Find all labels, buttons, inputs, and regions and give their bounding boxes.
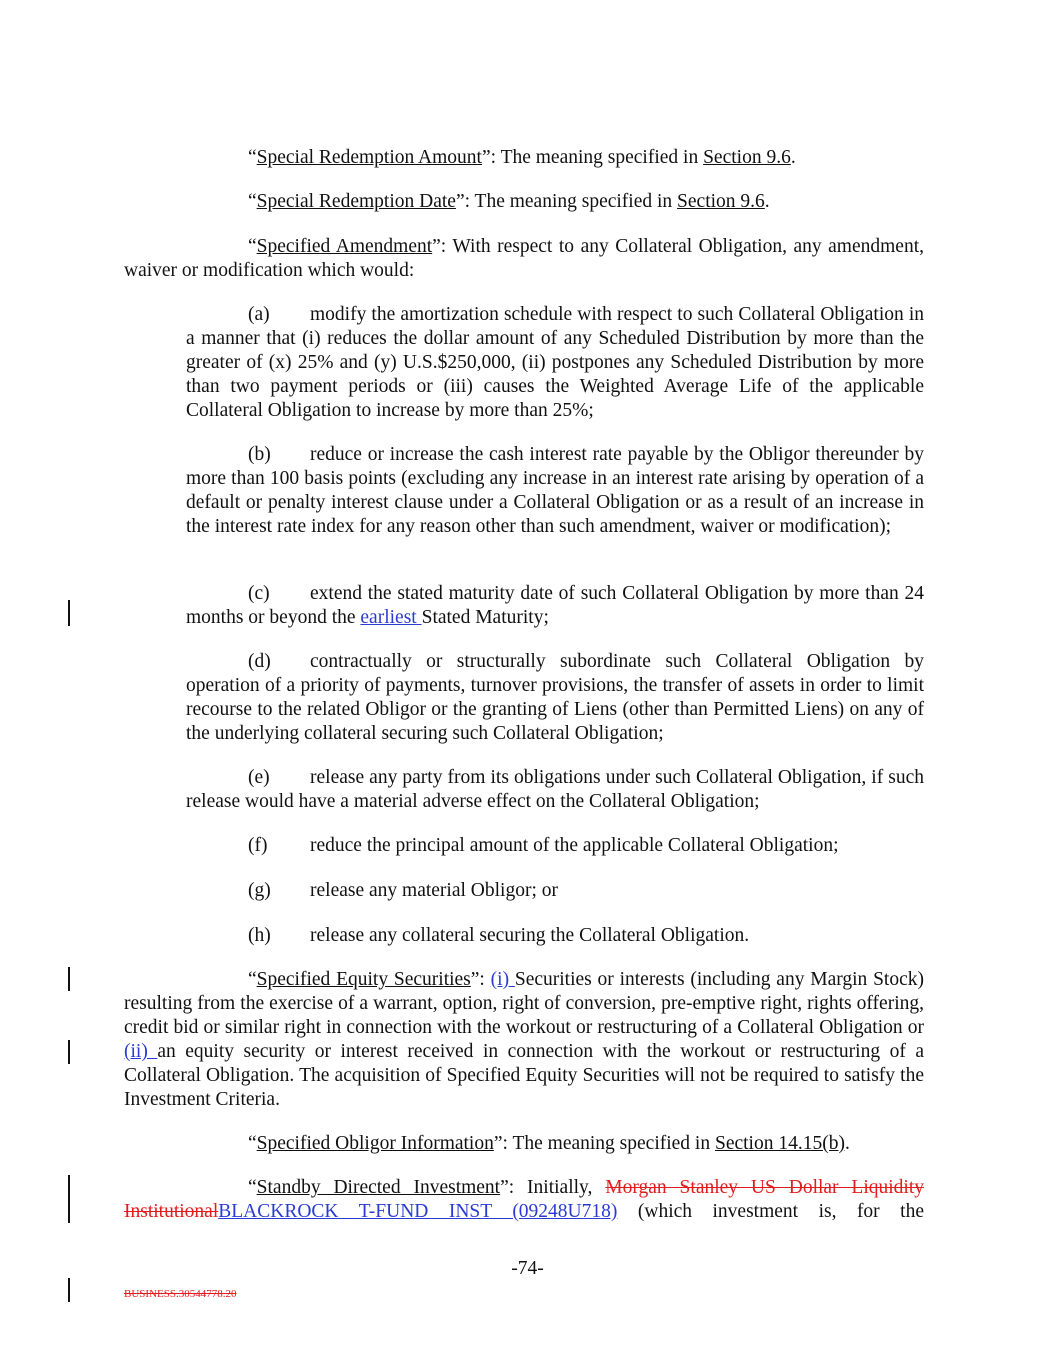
definition-specified-obligor-information [124, 1132, 924, 1156]
clause-label: (c) [248, 583, 270, 604]
definition-special-redemption-date [124, 190, 924, 214]
clause-f [186, 834, 924, 858]
clause-a [186, 303, 924, 423]
open-quote: “ [248, 147, 257, 168]
section-reference-link[interactable]: Section 14.15(b) [714, 1133, 845, 1154]
clause-label: (d) [248, 651, 271, 672]
definition-text: Securities or interests (including any Margin Stock) resulting from the exercise of a warrant, option, right of conversion, pre-emptive right, rights offering, credit bid or similar right in connection with the workout or restructuring of a Collateral Obligation or [124, 969, 924, 1038]
footer-document-id: BUSINESS.30544778.20 [124, 1288, 237, 1300]
definition-text: an equity security or interest received in connection with the workout or restructuring of a Collateral Obligation. The acquisition of Specified Equity Securities will not be required to satisfy the Investment Criteria. [124, 1041, 924, 1110]
clause-text: release any party from its obligations under such Collateral Obligation, if such release would have a material adverse effect on the Collateral Obligation; [186, 767, 924, 812]
clause-text: reduce or increase the cash interest rate payable by the Obligor thereunder by more than 100 basis points (excluding any increase in an interest rate arising by operation of a default or penalty interest clause under a Collateral Obligation or as a result of an increase in the interest rate index for any reason other than such amendment, waiver or modification); [186, 444, 924, 537]
clause-d [186, 650, 924, 746]
change-bar [68, 1040, 70, 1064]
period: . [844, 1133, 850, 1154]
page-number: -74- [511, 1258, 544, 1279]
period: . [790, 147, 796, 168]
definition-special-redemption-amount [124, 146, 924, 170]
definition-text: ”: The meaning specified in [481, 147, 704, 168]
defined-term: Standby Directed Investment [256, 1177, 501, 1198]
open-quote: “ [248, 1177, 257, 1198]
clause-g [186, 879, 924, 903]
section-reference-link[interactable]: Section 9.6 [703, 147, 791, 168]
clause-label: (f) [248, 835, 268, 856]
change-bar [68, 600, 70, 626]
period: . [764, 191, 770, 212]
defined-term: Specified Amendment [256, 236, 433, 257]
open-quote: “ [248, 1133, 257, 1154]
clause-text: extend the stated maturity date of such Collateral Obligation by more than 24 months or beyond the [186, 583, 924, 628]
open-quote: “ [248, 969, 257, 990]
definition-text: ”: [470, 969, 491, 990]
inserted-text: (i) [490, 969, 515, 990]
defined-term: Special Redemption Date [256, 191, 456, 212]
clause-label: (e) [248, 767, 270, 788]
open-quote: “ [248, 191, 257, 212]
clause-label: (a) [248, 304, 270, 325]
inserted-text: earliest [360, 607, 422, 628]
section-reference-link[interactable]: Section 9.6 [677, 191, 765, 212]
defined-term: Specified Obligor Information [256, 1133, 494, 1154]
inserted-text: BLACKROCK T-FUND INST (09248U718) [218, 1201, 618, 1222]
deleted-text: Morgan Stanley US Dollar Liquidity Institutional [124, 1177, 925, 1222]
defined-term: Special Redemption Amount [256, 147, 482, 168]
clause-text: release any collateral securing the Collateral Obligation. [310, 925, 750, 946]
clause-label: (h) [248, 925, 271, 946]
definition-text: ”: With respect to any Collateral Obligation, any amendment, waiver or modification which would: [124, 236, 925, 281]
clause-e [186, 766, 924, 814]
clause-text: modify the amortization schedule with respect to such Collateral Obligation in a manner that (i) reduces the dollar amount of any Scheduled Distribution by more than the greater of (x) 25% and (y) U.S.$250,000, (ii) postpones any Scheduled Distribution by more than two payment periods or (iii) causes the Weighted Average Life of the applicable Collateral Obligation to increase by more than 25%; [186, 304, 924, 421]
definition-standby-directed-investment [124, 1176, 924, 1224]
clause-label: (g) [248, 880, 271, 901]
clause-label: (b) [248, 444, 271, 465]
definition-text: ”: The meaning specified in [493, 1133, 715, 1154]
definition-text: ”: The meaning specified in [455, 191, 678, 212]
clause-h [186, 924, 924, 948]
change-bar [68, 1175, 70, 1223]
clause-text-end: Stated Maturity; [421, 607, 549, 628]
change-bar [68, 1278, 70, 1302]
open-quote: “ [248, 236, 257, 257]
definition-text: ”: Initially, [500, 1177, 606, 1198]
defined-term: Specified Equity Securities [256, 969, 471, 990]
clause-text: reduce the principal amount of the applicable Collateral Obligation; [310, 835, 839, 856]
definition-text: (which investment is, for the [617, 1201, 924, 1222]
change-bar [68, 967, 70, 991]
definition-specified-equity-securities [124, 968, 924, 1112]
clause-c [186, 582, 924, 630]
clause-text: contractually or structurally subordinate such Collateral Obligation by operation of a priority of payments, turnover provisions, the transfer of assets in order to limit recourse to the related Obligor or the granting of Liens (other than Permitted Liens) on any of the underlying collateral securing such Collateral Obligation; [186, 651, 924, 744]
clause-text: release any material Obligor; or [310, 880, 558, 901]
definition-specified-amendment [124, 235, 924, 283]
clause-b [186, 443, 924, 539]
inserted-text: (ii) [124, 1041, 158, 1062]
